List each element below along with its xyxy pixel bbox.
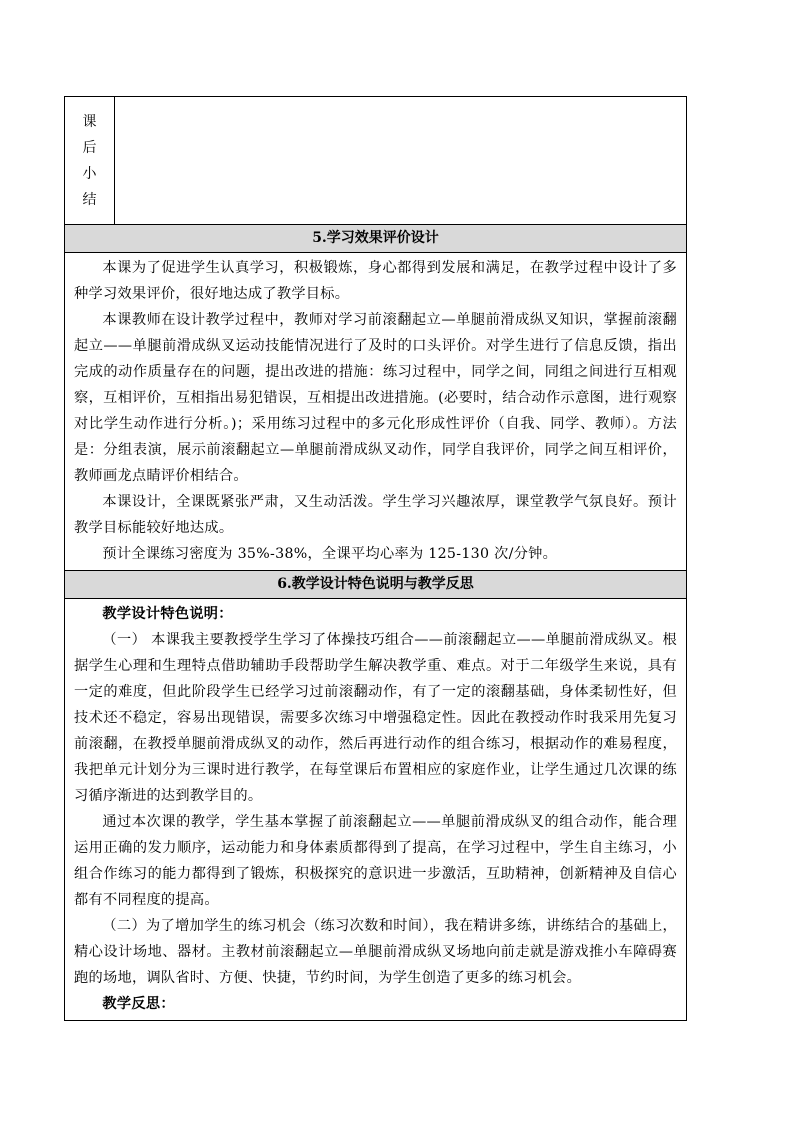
section6-paragraph: （一） 本课我主要教授学生学习了体操技巧组合——前滚翻起立——单腿前滑成纵叉。根据学生心理和生理特点借助辅助手段帮助学生解决教学重、难点。对于二年级学生来说，具有一定的难度，但此阶段学生已经学习过前滚翻动作，有了一定的滚翻基础，身体柔韧性好，但技术还不稳定，容易出现错误，需要多次练习中增强稳定性。因此在教授动作时我采用先复习前滚翻，在教授单腿前滑成纵叉的动作，然后再进行动作的组合练习，根据动作的难易程度，我把单元计划分为三课时进行教学，在每堂课后布置相应的家庭作业，让学生通过几次课的练习循序渐进的达到教学目的。 <box>74 632 677 804</box>
section5-paragraph: 本课教师在设计教学过程中，教师对学习前滚翻起立—单腿前滑成纵叉知识，掌握前滚翻起立——单腿前滑成纵叉运动技能情况进行了及时的口头评价。对学生进行了信息反馈，指出完成的动作质量存在的问题，提出改进的措施：练习过程中，同学之间，同组之间进行互相观察，互相评价，互相指出易犯错误，互相提出改进措施。(必要时，结合动作示意图，进行观察对比学生动作进行分析。)；采用练习过程中的多元化形成性评价（自我、同学、教师）。方法是：分组表演，展示前滚翻起立—单腿前滑成纵叉动作，同学自我评价，同学之间互相评价，教师画龙点睛评价相结合。 <box>74 312 677 484</box>
section6-body <box>65 599 686 1020</box>
reflection-heading: 教学反思： <box>102 996 175 1012</box>
feature-heading: 教学设计特色说明： <box>102 606 233 622</box>
after-class-summary-label <box>65 97 115 224</box>
section6-title: 6.教学设计特色说明与教学反思 <box>65 571 686 599</box>
section5-paragraph: 本课为了促进学生认真学习，积极锻炼，身心都得到发展和满足，在教学过程中设计了多种学习效果评价，很好地达成了教学目标。 <box>74 260 677 302</box>
after-class-summary-content <box>115 97 686 224</box>
section6-paragraph: 通过本次课的教学，学生基本掌握了前滚翻起立——单腿前滑成纵叉的组合动作，能合理运用正确的发力顺序，运动能力和身体素质都得到了提高，在学习过程中，学生自主练习，小组合作练习的能力都得到了锻炼，积极探究的意识进一步激活，互助精神，创新精神及自信心都有不同程度的提高。 <box>74 814 677 908</box>
summary-label-char: 后 <box>82 139 97 156</box>
section5-paragraph: 预计全课练习密度为 35%-38%，全课平均心率为 125-130 次/分钟。 <box>102 546 558 562</box>
summary-label-char: 课 <box>82 113 97 130</box>
section5-body <box>65 253 686 571</box>
after-class-summary-row <box>65 97 686 225</box>
summary-label-char: 结 <box>82 191 97 208</box>
section6-paragraph: （二）为了增加学生的练习机会（练习次数和时间），我在精讲多练，讲练结合的基础上，精心设计场地、器材。主教材前滚翻起立—单腿前滑成纵叉场地向前走就是游戏推小车障碍赛跑的场地，调队省时、方便、快捷，节约时间，为学生创造了更多的练习机会。 <box>74 918 677 986</box>
lesson-plan-table <box>64 96 687 1021</box>
section5-title: 5.学习效果评价设计 <box>65 225 686 253</box>
section5-paragraph: 本课设计，全课既紧张严肃，又生动活泼。学生学习兴趣浓厚，课堂教学气氛良好。预计教学目标能较好地达成。 <box>74 494 677 536</box>
summary-label-char: 小 <box>82 165 97 182</box>
